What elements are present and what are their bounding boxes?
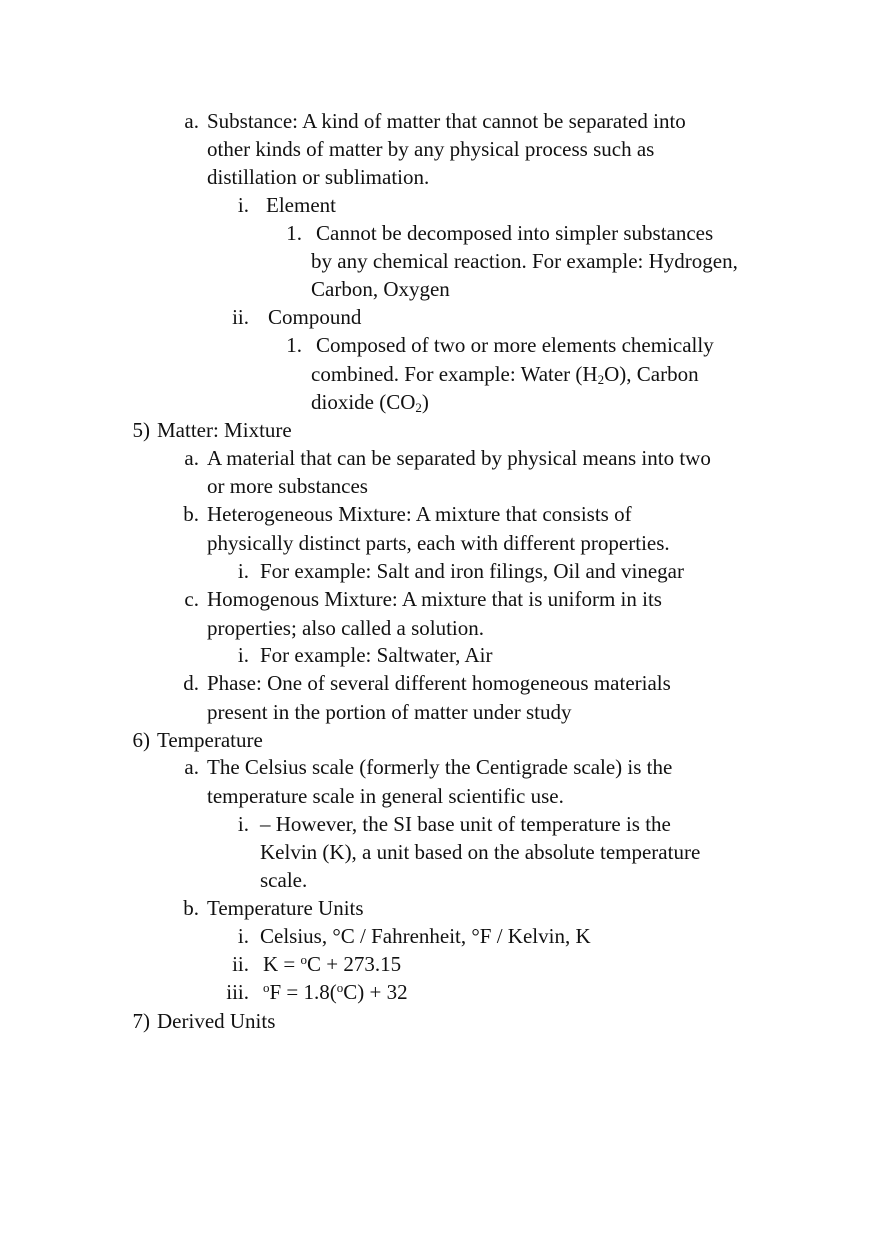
item-text: combined. For example: Water $(H_2O)$, Carbon [311,362,699,387]
item-text: For example: Salt and iron filings, Oil and vinegar [260,559,684,583]
item-text: – However, the SI base unit of temperature is the [260,812,671,836]
formula-text: $^o$F = 1.8($^o$C) + 32 [263,980,408,1004]
subscript: 2 [415,400,422,415]
section-title: Matter: Mixture [157,418,292,442]
section-title: Temperature [157,728,263,752]
item-text: Composed of two or more elements chemically [316,333,714,357]
list-marker: d. [183,671,199,695]
section-title: Derived Units [157,1009,276,1033]
item-text: Compound [268,305,362,329]
list-marker: 1. [286,333,302,357]
degree-superscript: o [263,980,270,995]
list-marker: i. [237,812,249,836]
item-text: or more substances [207,474,368,498]
item-text: Element [266,193,336,217]
degree-superscript: o [336,980,344,995]
list-marker: a. [184,446,199,470]
item-text: by any chemical reaction. For example: Hydrogen, [311,249,738,273]
item-text: The Celsius scale (formerly the Centigrade scale) is the [207,755,673,779]
item-text: Phase: One of several different homogeneous materials [207,671,671,695]
formula-text: K = $^o$C + 273.15 [263,952,402,976]
item-text: physically distinct parts, each with different properties. [207,531,670,555]
list-marker: b. [183,896,199,920]
list-marker: 5) [132,418,150,442]
list-marker: ii. [232,305,249,329]
item-text: other kinds of matter by any physical process such as [207,137,655,161]
list-marker: a. [184,109,199,133]
list-marker: 6) [132,728,150,752]
list-marker: b. [183,502,199,526]
item-text: Homogenous Mixture: A mixture that is uniform in its [207,587,662,611]
list-marker: 7) [132,1009,150,1033]
list-marker: a. [184,755,199,779]
item-text: present in the portion of matter under study [207,700,572,724]
item-text: Cannot be decomposed into simpler substances [316,221,714,245]
item-text: For example: Saltwater, Air [260,643,493,667]
list-marker: i. [237,559,249,583]
item-text: dioxide $(CO_2)$ [311,390,429,415]
list-marker: 1. [286,221,302,245]
list-marker: i. [237,193,249,217]
item-text: Substance: A kind of matter that cannot be separated into [207,109,686,133]
item-text: properties; also called a solution. [207,616,485,640]
list-marker: i. [237,643,249,667]
subscript: 2 [597,372,605,387]
list-marker: i. [237,924,249,948]
item-text: temperature scale in general scientific use. [207,784,564,808]
item-text: A material that can be separated by physical means into two [207,446,711,470]
degree-superscript: o [300,952,308,967]
item-text: scale. [260,868,308,892]
list-marker: iii. [226,980,249,1004]
item-text: distillation or sublimation. [207,165,430,189]
item-text: Kelvin (K), a unit based on the absolute temperature [260,840,701,864]
item-text: Carbon, Oxygen [311,277,450,301]
list-marker: ii. [232,952,249,976]
item-text: Temperature Units [207,896,364,920]
list-marker: c. [184,587,199,611]
item-text: Heterogeneous Mixture: A mixture that consists of [207,502,632,526]
item-text: Celsius, °C / Fahrenheit, °F / Kelvin, K [260,924,591,948]
